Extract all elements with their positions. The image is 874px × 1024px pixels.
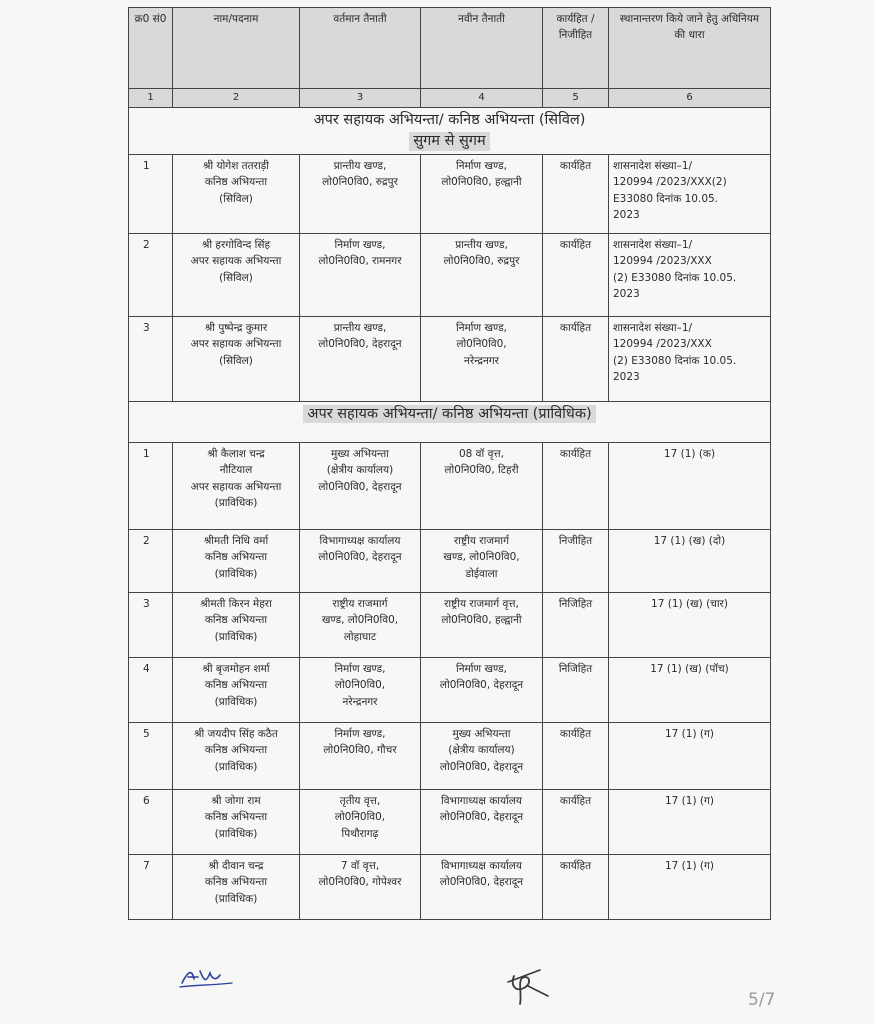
row-sno: 5 [129,723,173,790]
row-sno: 1 [129,155,173,234]
row-sno: 3 [129,317,173,402]
row-order: 17 (1) (ग) [609,855,771,920]
row-reason: निजिहित [543,593,609,658]
row-name: श्री पुष्पेन्द्र कुमार अपर सहायक अभियन्ता (सिविल) [173,317,300,402]
row-order: 17 (1) (ख) (चार) [609,593,771,658]
row-order: 17 (1) (ख) (दो) [609,530,771,593]
col-num: 3 [300,89,421,108]
header-current-posting: वर्तमान तैनाती [300,8,421,89]
row-name: श्री बृजमोहन शर्मा कनिष्ठ अभियन्ता (प्राविधिक) [173,658,300,723]
row-current-posting: 7 वॉ वृत्त, लो0नि0वि0, गोपेश्वर [300,855,421,920]
signature-initials-left [178,965,234,991]
row-new-posting: राष्ट्रीय राजमार्ग वृत्त, लो0नि0वि0, हल्द्वानी [421,593,543,658]
row-order: शासनादेश संख्या–1/ 120994 /2023/XXX(2) E33080 दिनांक 10.05. 2023 [609,155,771,234]
row-current-posting: निर्माण खण्ड, लो0नि0वि0, नरेन्द्रनगर [300,658,421,723]
table-row [129,443,771,530]
table-row [129,530,771,593]
section-subtitle: सुगम से सुगम [409,132,489,152]
section-heading-technical [129,402,771,443]
row-new-posting: राष्ट्रीय राजमार्ग खण्ड, लो0नि0वि0, डोईवाला [421,530,543,593]
row-reason: कार्यहित [543,790,609,855]
section-heading-civil [129,108,771,155]
row-order: शासनादेश संख्या–1/ 120994 /2023/XXX (2) E33080 दिनांक 10.05. 2023 [609,317,771,402]
row-name: श्री दीवान चन्द्र कनिष्ठ अभियन्ता (प्राविधिक) [173,855,300,920]
row-current-posting: प्रान्तीय खण्ड, लो0नि0वि0, देहरादून [300,317,421,402]
table-header-row [129,8,771,89]
row-current-posting: तृतीय वृत्त, लो0नि0वि0, पिथौरागढ़ [300,790,421,855]
row-sno: 6 [129,790,173,855]
row-new-posting: विभागाध्यक्ष कार्यालय लो0नि0वि0, देहरादून [421,855,543,920]
col-num: 4 [421,89,543,108]
table-row [129,855,771,920]
column-number-row [129,89,771,108]
row-name: श्री जयदीप सिंह कठैत कनिष्ठ अभियन्ता (प्राविधिक) [173,723,300,790]
row-new-posting: निर्माण खण्ड, लो0नि0वि0, देहरादून [421,658,543,723]
row-reason: कार्यहित [543,155,609,234]
row-reason: निजीहित [543,530,609,593]
row-sno: 1 [129,443,173,530]
row-name: श्री योगेश ततराड़ी कनिष्ठ अभियन्ता (सिविल) [173,155,300,234]
section-title: अपर सहायक अभियन्ता/ कनिष्ठ अभियन्ता (प्राविधिक) [303,405,595,423]
header-name: नाम/पदनाम [173,8,300,89]
row-sno: 3 [129,593,173,658]
row-reason: निजिहित [543,658,609,723]
row-sno: 7 [129,855,173,920]
row-name: श्री हरगोविन्द सिंह अपर सहायक अभियन्ता (सिविल) [173,234,300,317]
section-title: अपर सहायक अभियन्ता/ कनिष्ठ अभियन्ता (सिविल) [313,112,586,128]
header-act-section: स्थानान्तरण किये जाने हेतु अधिनियम की धारा [609,8,771,89]
row-order: 17 (1) (ख) (पॉच) [609,658,771,723]
table-row [129,155,771,234]
row-new-posting: मुख्य अभियन्ता (क्षेत्रीय कार्यालय) लो0नि0वि0, देहरादून [421,723,543,790]
row-reason: कार्यहित [543,443,609,530]
row-new-posting: 08 वॉ वृत्त, लो0नि0वि0, टिहरी [421,443,543,530]
row-current-posting: विभागाध्यक्ष कार्यालय लो0नि0वि0, देहरादून [300,530,421,593]
row-sno: 2 [129,234,173,317]
row-order: 17 (1) (ग) [609,790,771,855]
header-sno: क्र0 सं0 [129,8,173,89]
row-reason: कार्यहित [543,855,609,920]
table-row [129,723,771,790]
row-new-posting: निर्माण खण्ड, लो0नि0वि0, हल्द्वानी [421,155,543,234]
row-name: श्रीमती निधि वर्मा कनिष्ठ अभियन्ता (प्राविधिक) [173,530,300,593]
row-current-posting: निर्माण खण्ड, लो0नि0वि0, रामनगर [300,234,421,317]
row-order: शासनादेश संख्या–1/ 120994 /2023/XXX (2) E33080 दिनांक 10.05. 2023 [609,234,771,317]
col-num: 2 [173,89,300,108]
signature-initials-center [500,966,552,1006]
row-new-posting: निर्माण खण्ड, लो0नि0वि0, नरेन्द्रनगर [421,317,543,402]
table-row [129,317,771,402]
row-order: 17 (1) (ग) [609,723,771,790]
row-new-posting: विभागाध्यक्ष कार्यालय लो0नि0वि0, देहरादून [421,790,543,855]
row-order: 17 (1) (क) [609,443,771,530]
table-row [129,658,771,723]
transfer-table [128,7,771,920]
row-name: श्री कैलाश चन्द्र नौटियाल अपर सहायक अभियन्ता (प्राविधिक) [173,443,300,530]
table-row [129,234,771,317]
row-current-posting: निर्माण खण्ड, लो0नि0वि0, गौचर [300,723,421,790]
header-reason: कार्यहित / निजीहित [543,8,609,89]
row-reason: कार्यहित [543,317,609,402]
col-num: 5 [543,89,609,108]
col-num: 6 [609,89,771,108]
row-name: श्रीमती किरन मेहरा कनिष्ठ अभियन्ता (प्राविधिक) [173,593,300,658]
col-num: 1 [129,89,173,108]
row-sno: 4 [129,658,173,723]
row-new-posting: प्रान्तीय खण्ड, लो0नि0वि0, रुद्रपुर [421,234,543,317]
table-row [129,593,771,658]
row-sno: 2 [129,530,173,593]
row-current-posting: मुख्य अभियन्ता (क्षेत्रीय कार्यालय) लो0नि0वि0, देहरादून [300,443,421,530]
row-reason: कार्यहित [543,723,609,790]
page-number: 5/7 [748,990,776,1010]
table-row [129,790,771,855]
row-current-posting: प्रान्तीय खण्ड, लो0नि0वि0, रुद्रपुर [300,155,421,234]
row-name: श्री जोगा राम कनिष्ठ अभियन्ता (प्राविधिक) [173,790,300,855]
header-new-posting: नवीन तैनाती [421,8,543,89]
row-reason: कार्यहित [543,234,609,317]
row-current-posting: राष्ट्रीय राजमार्ग खण्ड, लो0नि0वि0, लोहाघाट [300,593,421,658]
